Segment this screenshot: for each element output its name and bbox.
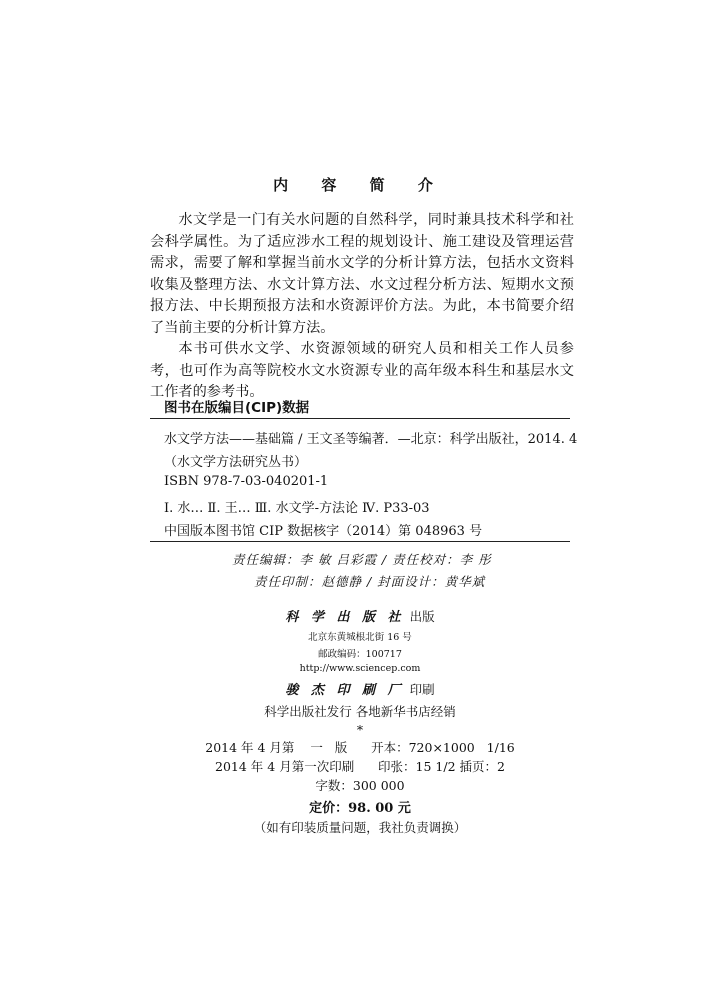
separator-star: * bbox=[356, 722, 364, 737]
printer-line bbox=[0, 679, 720, 698]
publisher-suffix: 出版 bbox=[409, 609, 435, 624]
printer-name: 骏 杰 印 刷 厂 bbox=[285, 683, 405, 698]
publisher-line bbox=[0, 606, 720, 625]
printing-line: 2014 年 4 月第一次印刷 印张：15 1/2 插页：2 bbox=[215, 759, 505, 774]
publisher-url: http://www.sciencep.com bbox=[299, 663, 421, 674]
cip-heading: 图书在版编目(CIP)数据 bbox=[164, 400, 310, 416]
intro-paragraph-2: 本书可供水文学、水资源领域的研究人员和相关工作人员参考，也可作为高等院校水文水资源专业的高年级本科生和基层水文工作者的参考书。 bbox=[150, 341, 574, 400]
cip-top-rule bbox=[150, 418, 570, 419]
publisher-postcode: 邮政编码：100717 bbox=[318, 649, 402, 660]
publisher-name: 科 学 出 版 社 bbox=[285, 610, 405, 625]
printer-suffix: 印刷 bbox=[409, 682, 435, 697]
intro-paragraph-1: 水文学是一门有关水问题的自然科学，同时兼具技术科学和社会科学属性。为了适应涉水工程的规划设计、施工建设及管理运营需求，需要了解和掌握当前水文学的分析计算方法，包括水文资料收集及整理方法、水文计算方法、水文过程分析方法、短期水文预报方法、中长期预报方法和水资源评价方法。为此，本书简要介绍了当前主要的分析计算方法。 bbox=[150, 212, 574, 336]
cip-bottom-rule bbox=[150, 541, 570, 542]
word-count: 字数：300 000 bbox=[315, 778, 405, 793]
cip-line-3: ISBN 978-7-03-040201-1 bbox=[164, 474, 329, 489]
intro-body bbox=[150, 210, 574, 404]
cip-line-4: Ⅰ. 水… Ⅱ. 王… Ⅲ. 水文学-方法论 Ⅳ. P33-03 bbox=[164, 501, 430, 516]
credits-line-2: 责任印制：赵德静 / 封面设计：黄华斌 bbox=[254, 574, 486, 589]
credits-line-1: 责任编辑：李 敏 吕彩霞 / 责任校对：李 彤 bbox=[232, 552, 492, 567]
edition-line: 2014 年 4 月第 一 版 开本：720×1000 1/16 bbox=[205, 740, 515, 755]
cip-line-2: （水文学方法研究丛书） bbox=[164, 455, 308, 470]
publisher-address: 北京东黄城根北街 16 号 bbox=[308, 632, 412, 643]
distribution-line: 科学出版社发行 各地新华书店经销 bbox=[264, 704, 456, 719]
cip-line-5: 中国版本图书馆 CIP 数据核字（2014）第 048963 号 bbox=[164, 524, 483, 539]
quality-notice: （如有印装质量问题，我社负责调换） bbox=[253, 820, 467, 835]
cip-line-1: 水文学方法——基础篇 / 王文圣等编著．—北京：科学出版社，2014. 4 bbox=[164, 432, 578, 447]
price: 定价：98. 00 元 bbox=[309, 801, 411, 816]
page-title: 内 容 简 介 bbox=[273, 176, 447, 194]
